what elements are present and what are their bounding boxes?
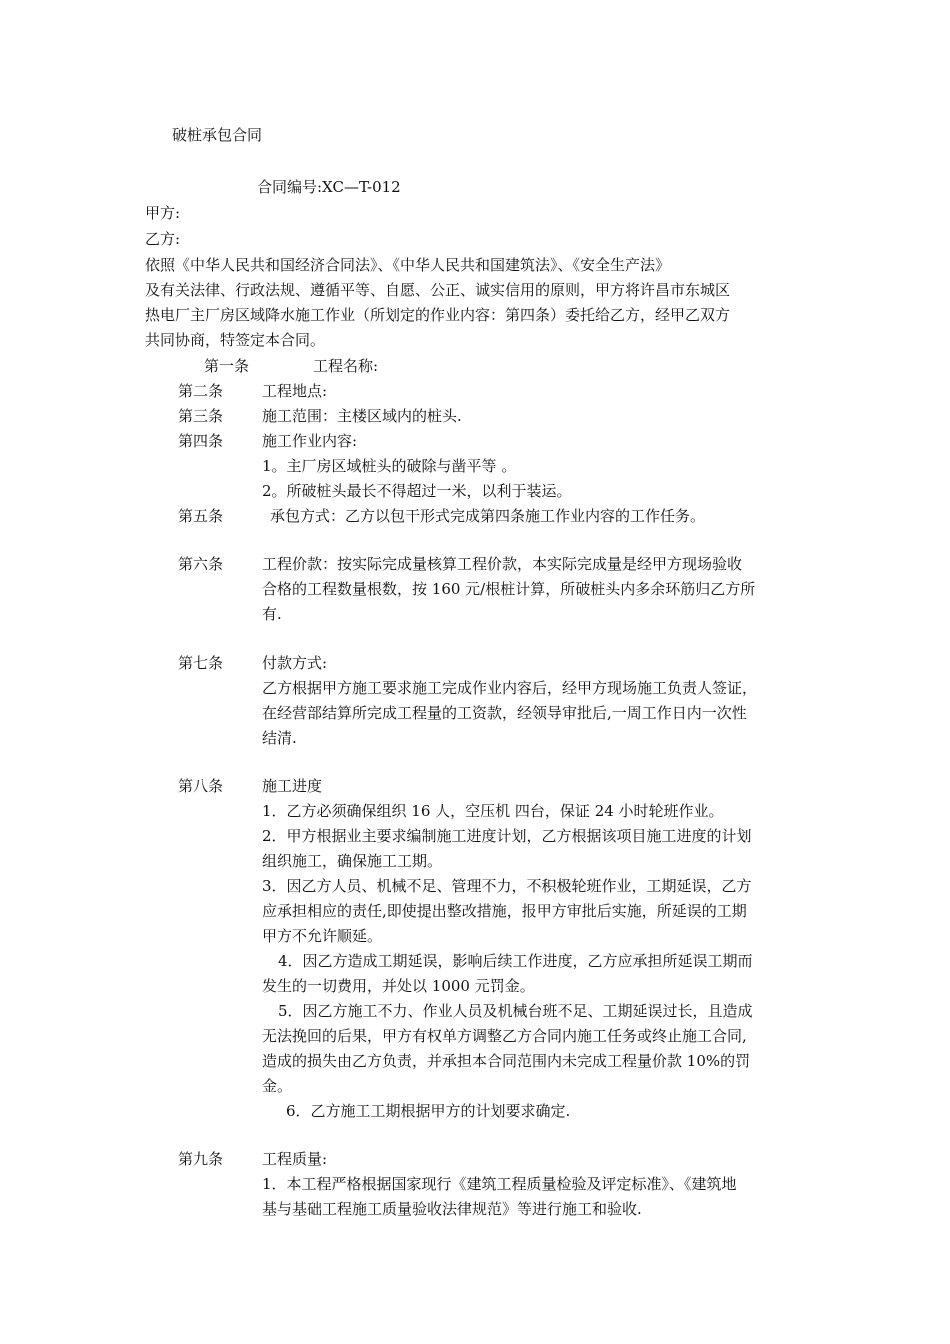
article-4-item: 2。所破桩头最长不得超过一米，以利于装运。 — [262, 482, 572, 500]
article-8-line: 发生的一切费用，并处以 1000 元罚金。 — [262, 977, 535, 995]
article-8-line: 组织施工，确保施工工期。 — [262, 852, 443, 870]
article-9-line: 1．本工程严格根据国家现行《建筑工程质量检验及评定标准》、《建筑地 — [262, 1175, 737, 1193]
article-5-number: 第五条 — [178, 507, 224, 525]
article-9-text: 工程质量: — [262, 1150, 328, 1168]
article-8-line: 甲方不允许顺延。 — [262, 927, 383, 945]
article-1-number: 第一条 — [204, 357, 250, 375]
article-4-item: 1。主厂房区域桩头的破除与凿平等 。 — [262, 457, 517, 475]
article-9-line: 基与基础工程施工质量验收法律规范》等进行施工和验收. — [262, 1200, 642, 1218]
article-3-text: 施工范围：主楼区域内的桩头. — [262, 407, 462, 425]
article-7-number: 第七条 — [178, 654, 224, 672]
article-8-line: 1．乙方必须确保组织 16 人，空压机 四台，保证 24 小时轮班作业。 — [262, 802, 724, 820]
preamble-line: 热电厂主厂房区域降水施工作业（所划定的作业内容：第四条）委托给乙方，经甲乙双方 — [145, 306, 731, 324]
article-8-line: 5．因乙方施工不力、作业人员及机械台班不足、工期延误过长，且造成 — [278, 1002, 753, 1020]
article-4-number: 第四条 — [178, 432, 224, 450]
article-2-number: 第二条 — [178, 382, 224, 400]
article-8-line: 造成的损失由乙方负责，并承担本合同范围内未完成工程量价款 10%的罚 — [262, 1052, 751, 1070]
article-8-line: 无法挽回的后果，甲方有权单方调整乙方合同内施工任务或终止施工合同, — [262, 1027, 747, 1045]
article-6-line: 工程价款：按实际完成量核算工程价款，本实际完成量是经甲方现场验收 — [262, 555, 743, 573]
doc-title: 破桩承包合同 — [172, 126, 263, 144]
preamble-line: 及有关法律、行政法规、遵循平等、自愿、公正、诚实信用的原则，甲方将许昌市东城区 — [145, 281, 731, 299]
party-a-label: 甲方: — [145, 204, 181, 222]
article-6-line: 合格的工程数量根数，按 160 元/根桩计算，所破桩头内多余环筋归乙方所 — [262, 580, 756, 598]
article-8-line: 3．因乙方人员、机械不足、管理不力，不积极轮班作业，工期延误，乙方 — [262, 877, 752, 895]
article-4-text: 施工作业内容: — [262, 432, 358, 450]
article-8-line: 2．甲方根据业主要求编制施工进度计划，乙方根据该项目施工进度的计划 — [262, 827, 752, 845]
article-8-line: 金。 — [262, 1077, 293, 1095]
contract-number: 合同编号:XC—T-012 — [257, 178, 401, 196]
preamble-line: 依照《中华人民共和国经济合同法》、《中华人民共和国建筑法》、《安全生产法》 — [145, 256, 671, 274]
article-7-line: 结清. — [262, 729, 297, 747]
article-8-line: 应承担相应的责任,即使提出整改措施，报甲方审批后实施，所延误的工期 — [262, 902, 747, 920]
article-8-number: 第八条 — [178, 777, 224, 795]
article-8-line: 6．乙方施工工期根据甲方的计划要求确定. — [286, 1102, 571, 1120]
party-b-label: 乙方: — [145, 230, 181, 248]
article-7-line: 乙方根据甲方施工要求施工完成作业内容后，经甲方现场施工负责人签证， — [262, 679, 758, 697]
article-6-number: 第六条 — [178, 555, 224, 573]
article-3-number: 第三条 — [178, 407, 224, 425]
article-7-text: 付款方式: — [262, 654, 328, 672]
article-6-line: 有. — [262, 605, 282, 623]
article-9-number: 第九条 — [178, 1150, 224, 1168]
preamble-line: 共同协商，特签定本合同。 — [145, 331, 326, 349]
article-8-text: 施工进度 — [262, 777, 323, 795]
article-5-text: 承包方式：乙方以包干形式完成第四条施工作业内容的工作任务。 — [270, 507, 706, 525]
article-1-text: 工程名称: — [313, 357, 379, 375]
article-7-line: 在经营部结算所完成工程量的工资款，经领导审批后,一周工作日内一次性 — [262, 704, 747, 722]
article-2-text: 工程地点: — [262, 382, 328, 400]
article-8-line: 4．因乙方造成工期延误，影响后续工作进度，乙方应承担所延误工期而 — [278, 952, 753, 970]
